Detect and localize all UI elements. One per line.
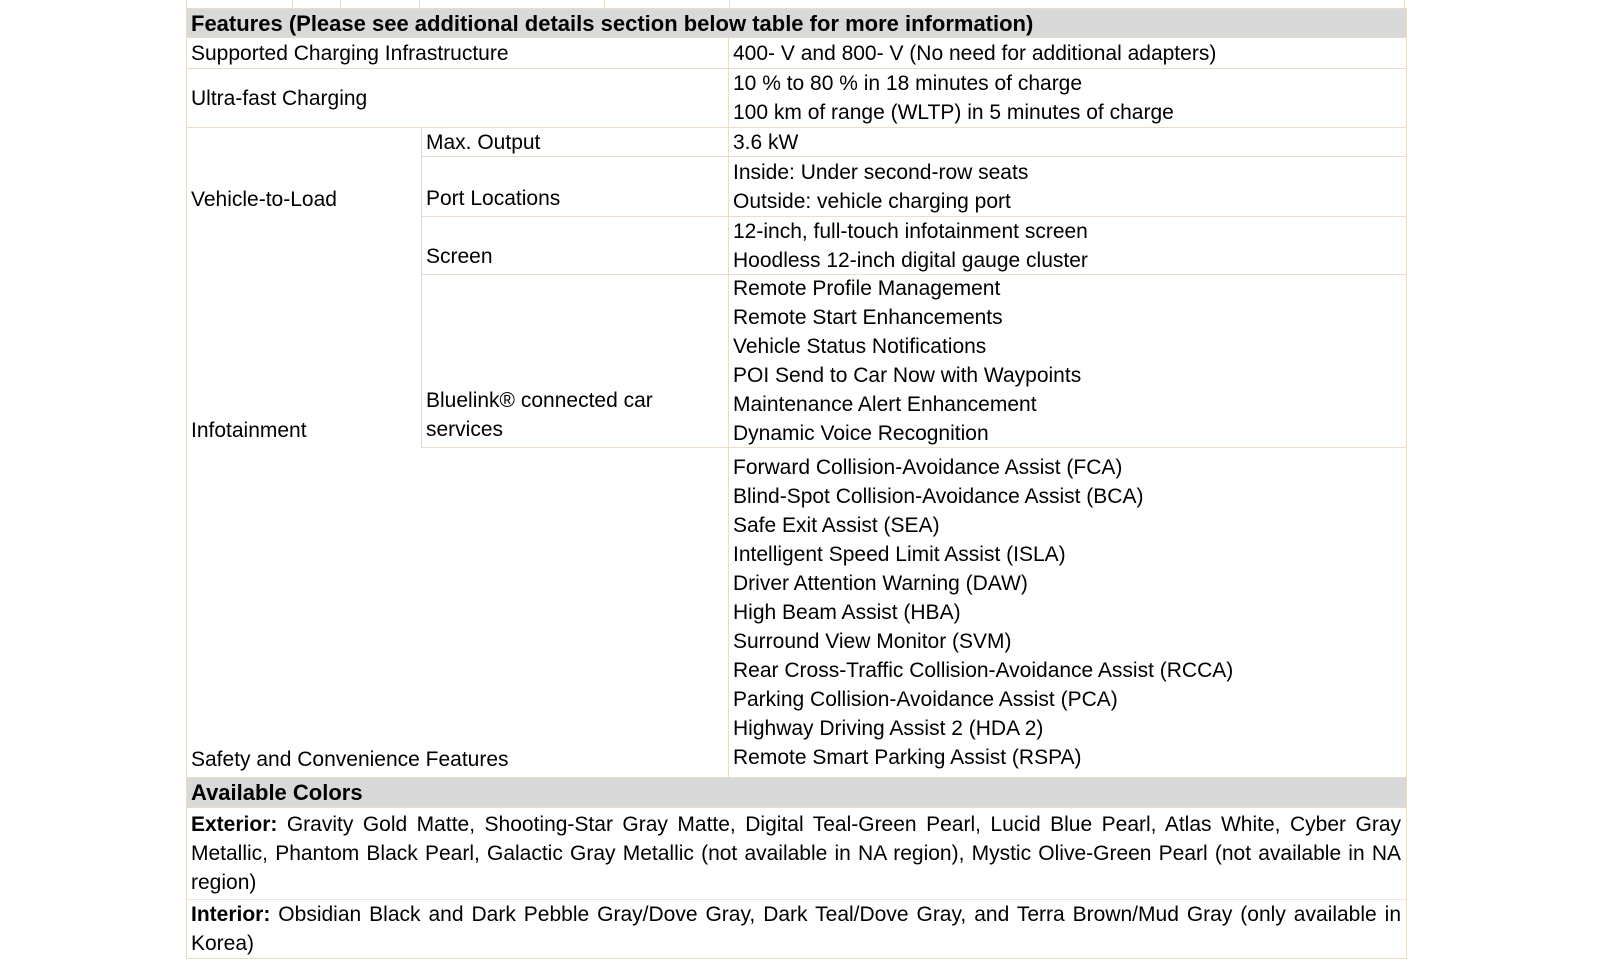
safety-feature-item: Remote Smart Parking Assist (RSPA) [733,746,1082,769]
features-section-header [187,9,1406,38]
max-output-value-cell [729,128,1406,157]
bluelink-label-cell [422,275,729,448]
bluelink-feature-item: POI Send to Car Now with Waypoints [733,364,1082,387]
max-output-label-cell [422,128,729,157]
bluelink-feature-item: Dynamic Voice Recognition [733,422,989,445]
ultra-fast-charging-value-cell [729,69,1406,128]
supported-charging-value: 400- V and 800- V (No need for additional adapters) [733,41,1217,65]
bluelink-value-cell [729,275,1406,448]
port-locations-label: Port Locations [426,187,561,210]
bluelink-feature-item: Remote Start Enhancements [733,306,1003,329]
safety-feature-item: Intelligent Speed Limit Assist (ISLA) [733,543,1066,566]
available-colors-section-header [187,778,1406,808]
safety-feature-item: High Beam Assist (HBA) [733,601,961,624]
safety-feature-item: Safe Exit Assist (SEA) [733,514,940,537]
supported-charging-value-cell [729,38,1406,69]
safety-feature-item: Parking Collision-Avoidance Assist (PCA) [733,688,1118,711]
ultra-fast-charging-label: Ultra-fast Charging [191,86,368,110]
bluelink-feature-item: Maintenance Alert Enhancement [733,393,1037,416]
supported-charging-label: Supported Charging Infrastructure [191,41,509,65]
safety-feature-item: Surround View Monitor (SVM) [733,630,1012,653]
safety-feature-item: Blind-Spot Collision-Avoidance Assist (BCA) [733,485,1144,508]
max-output-value: 3.6 kW [733,130,799,154]
cutoff-column-border [292,0,293,8]
infotainment-label-cell [187,217,422,448]
port-locations-label-cell [422,157,729,217]
interior-label: Interior: [191,903,271,926]
screen-label-cell [422,217,729,275]
safety-feature-item: Highway Driving Assist 2 (HDA 2) [733,717,1044,740]
vehicle-to-load-label: Vehicle-to-Load [191,188,337,211]
screen-value-line: 12-inch, full-touch infotainment screen [733,219,1088,243]
cutoff-row-above [186,0,1405,8]
safety-feature-item: Driver Attention Warning (DAW) [733,572,1028,595]
bluelink-feature-item: Remote Profile Management [733,277,1001,300]
cutoff-column-border [340,0,341,8]
features-spec-table [186,8,1407,959]
safety-feature-item: Forward Collision-Avoidance Assist (FCA) [733,456,1123,479]
safety-value-cell [729,448,1406,778]
ultra-fast-charging-value-line: 100 km of range (WLTP) in 5 minutes of charge [733,101,1174,124]
interior-colors-cell [187,900,1406,958]
screen-value-line: Hoodless 12-inch digital gauge cluster [733,248,1088,272]
cutoff-column-border [729,0,730,8]
safety-label: Safety and Convenience Features [191,748,509,771]
ultra-fast-charging-value-line: 10 % to 80 % in 18 minutes of charge [733,72,1083,95]
exterior-colors-text: Gravity Gold Matte, Shooting-Star Gray Matte, Digital Teal-Green Pearl, Lucid Blue Pearl, Atlas White, Cyber Gray Metallic, Phantom Black Pearl, Galactic Gray Metallic (not available in NA region), Mystic Olive-Green Pearl (not available in NA region) [191,813,1401,894]
port-locations-value-line: Inside: Under second-row seats [733,160,1029,184]
available-colors-title: Available Colors [191,780,363,805]
ultra-fast-charging-label-cell [187,69,729,128]
interior-colors-text: Obsidian Black and Dark Pebble Gray/Dove Gray, Dark Teal/Dove Gray, and Terra Brown/Mud Gray (only available in Korea) [191,903,1401,955]
port-locations-value-line: Outside: vehicle charging port [733,189,1011,213]
port-locations-value-cell [729,157,1406,217]
exterior-label: Exterior: [191,813,278,836]
max-output-label: Max. Output [426,130,541,154]
safety-label-cell [187,448,729,778]
infotainment-label: Infotainment [191,419,307,442]
vehicle-to-load-label-cell [187,128,422,217]
supported-charging-label-cell [187,38,729,69]
features-section-title: Features (Please see additional details section below table for more information) [191,10,1034,36]
safety-feature-item: Rear Cross-Traffic Collision-Avoidance Assist (RCCA) [733,659,1234,682]
cutoff-column-border [604,0,605,8]
exterior-colors-cell [187,808,1406,900]
screen-label: Screen [426,245,493,268]
bluelink-feature-item: Vehicle Status Notifications [733,335,987,358]
bluelink-label: Bluelink® connected car services [426,389,653,441]
screen-value-cell [729,217,1406,275]
cutoff-column-border [419,0,420,8]
